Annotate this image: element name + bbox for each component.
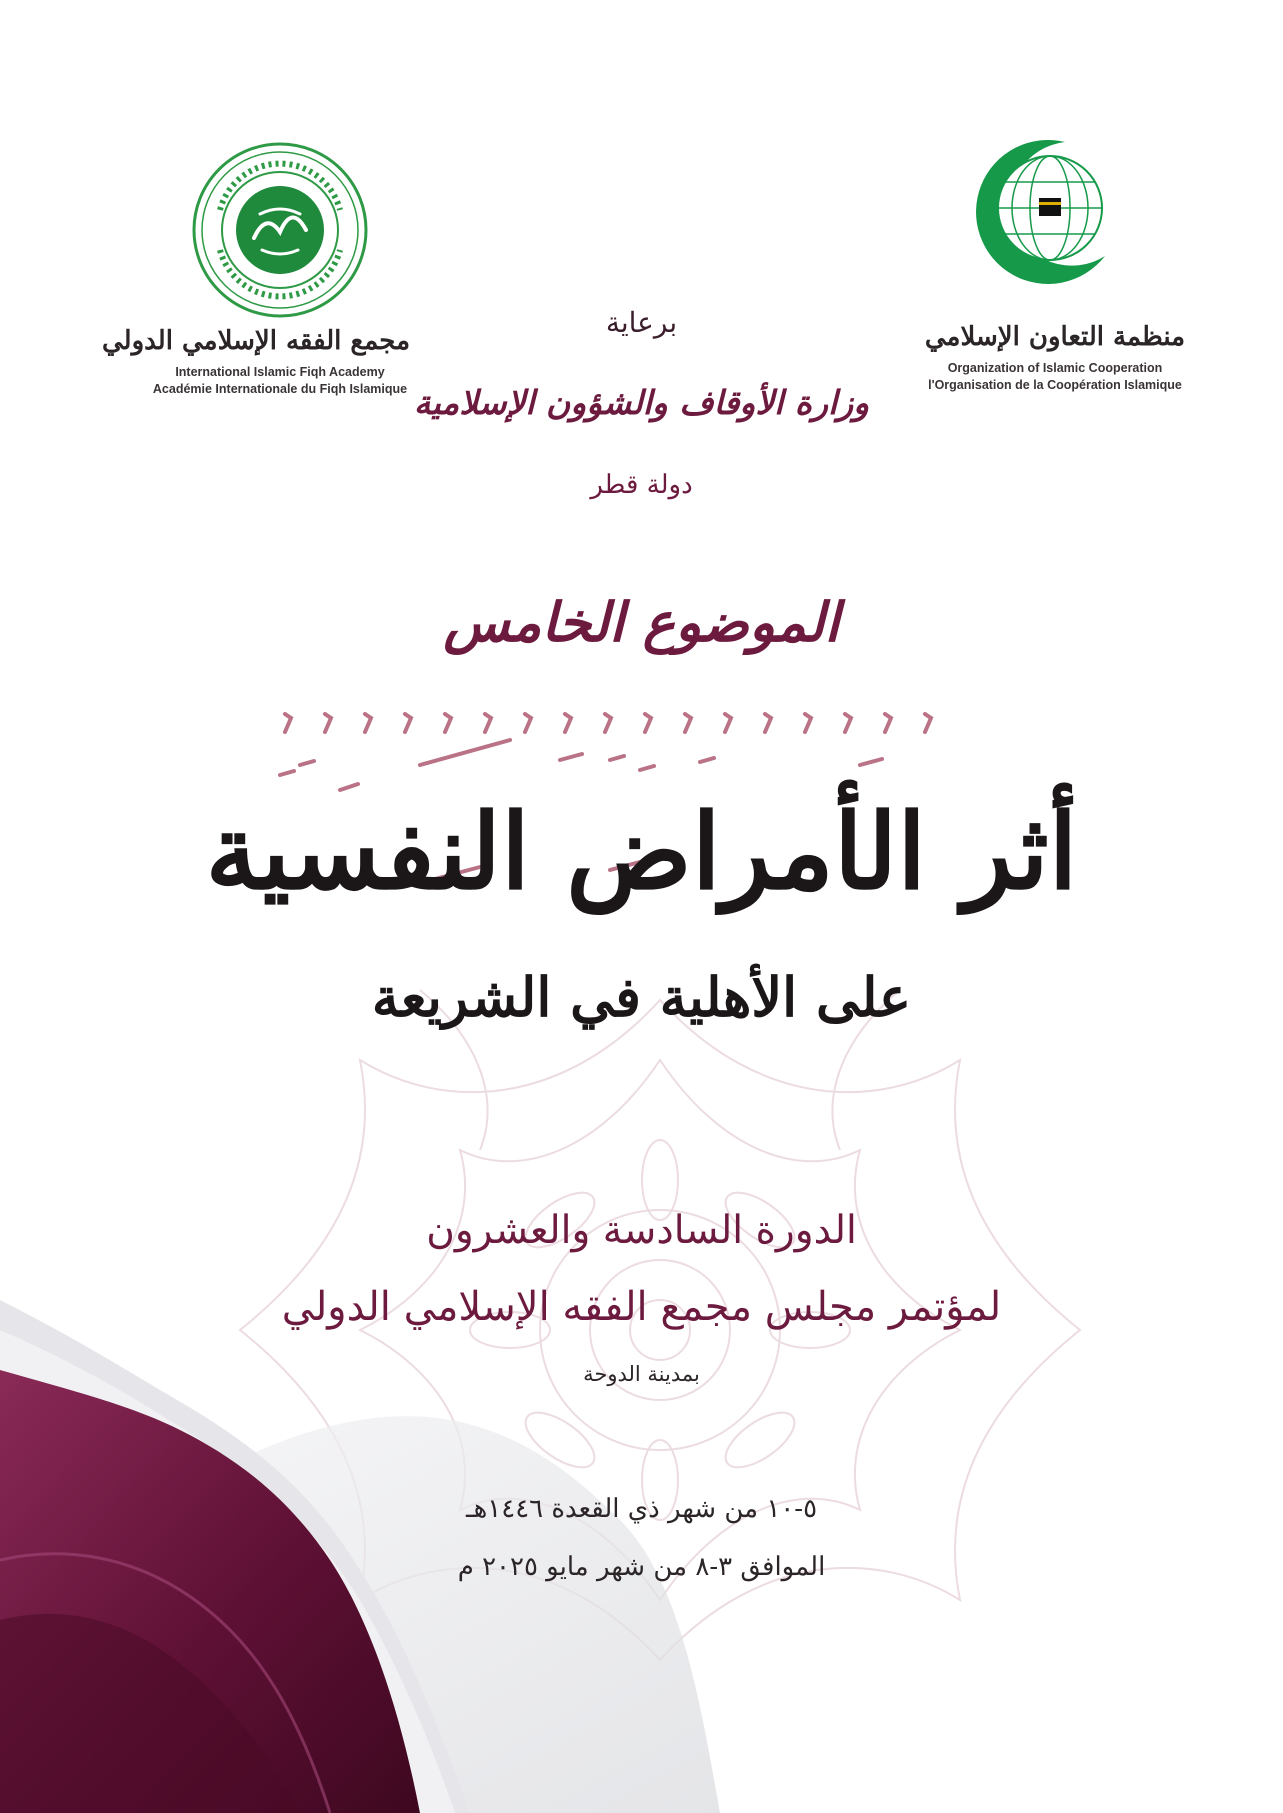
- oic-logo: [915, 136, 1195, 394]
- oic-name-en: Organization of Islamic Cooperation: [947, 361, 1163, 375]
- ministry-name: وزارة الأوقاف والشؤون الإسلامية: [413, 383, 870, 422]
- date-hijri: ٥-١٠ من شهر ذي القعدة ١٤٤٦هـ: [465, 1494, 818, 1524]
- academy-seal-icon: [190, 140, 370, 320]
- academy-name-fr: Académie Internationale du Fiqh Islamique: [152, 382, 408, 396]
- academy-logo: [101, 140, 410, 398]
- academy-name-ar: مجمع الفقه الإسلامي الدولي: [101, 326, 410, 356]
- subtitle: على الأهلية في الشريعة: [371, 965, 912, 1029]
- topic-number: الموضوع الخامس: [443, 590, 840, 654]
- country-name: دولة قطر: [590, 470, 693, 500]
- session-line2: لمؤتمر مجلس مجمع الفقه الإسلامي الدولي: [281, 1284, 1002, 1330]
- academy-name-en: International Islamic Fiqh Academy: [175, 365, 385, 379]
- city-name: بمدينة الدوحة: [583, 1362, 700, 1386]
- date-gregorian: الموافق ٣-٨ من شهر مايو ٢٠٢٥ م: [457, 1552, 826, 1582]
- sponsorship-intro: برعاية: [605, 306, 678, 339]
- session-line1: الدورة السادسة والعشرون: [426, 1208, 857, 1253]
- oic-name-ar: منظمة التعاون الإسلامي: [924, 322, 1186, 352]
- oic-name-fr: l'Organisation de la Coopération Islamique: [928, 378, 1182, 392]
- oic-crescent-globe-icon: [955, 136, 1125, 296]
- main-title: أثر الأمراض النفسية: [205, 790, 1078, 913]
